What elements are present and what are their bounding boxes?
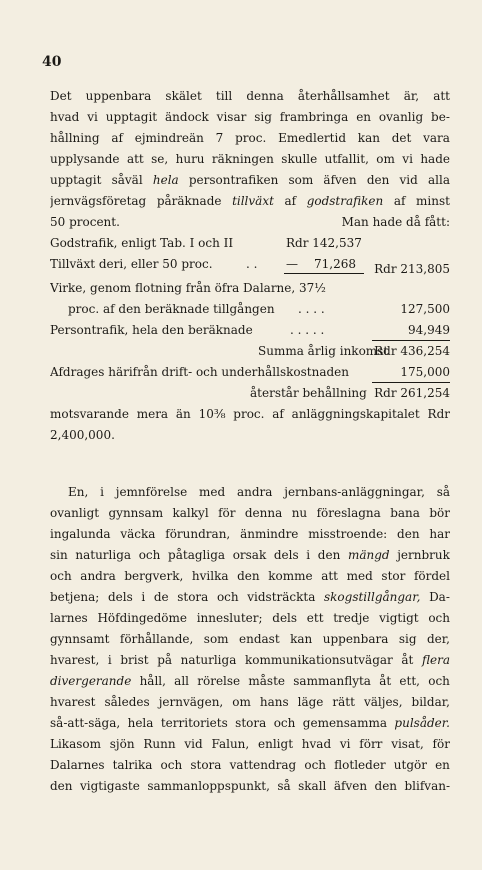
text-line: [50, 692, 450, 713]
word: jernvägen,: [158, 695, 224, 709]
word: fördel: [413, 569, 450, 583]
text-line: [50, 128, 450, 149]
word: 7: [215, 131, 224, 145]
word: kommunikationsutvägar: [244, 653, 393, 667]
word: Höfdingedöme: [97, 611, 187, 625]
text-line: [50, 191, 450, 212]
word: uppenbara: [322, 632, 389, 646]
word: hans: [259, 695, 289, 709]
word: att: [321, 569, 339, 583]
word: godstrafiken: [306, 194, 384, 208]
calc-row-afdrages: Afdrages härifrån drift- och underhållskostnaden 175,000: [50, 362, 450, 383]
word: blifvan-: [404, 779, 450, 793]
word: vid: [184, 737, 203, 751]
word: för: [218, 506, 236, 520]
word: vi: [402, 152, 413, 166]
word: och: [50, 569, 72, 583]
text-line: [50, 776, 450, 797]
word: läge: [297, 695, 324, 709]
text-line: [50, 713, 450, 734]
word: hvad: [301, 737, 332, 751]
word: naturliga: [75, 548, 132, 562]
text-line: [50, 107, 450, 128]
word: talrika: [112, 758, 153, 772]
text-line: [50, 524, 450, 545]
word: vi: [339, 737, 351, 751]
word: äfven: [323, 173, 357, 187]
word: sjön: [109, 737, 135, 751]
word: betjena;: [50, 590, 100, 604]
word: jernbruk: [397, 548, 450, 562]
word: denna: [244, 506, 283, 520]
word: Rdr: [427, 407, 450, 421]
word: territoriets: [160, 716, 228, 730]
word: den: [237, 569, 260, 583]
word: väljes,: [363, 695, 403, 709]
word: Emedlertid: [278, 131, 347, 145]
word: den: [366, 173, 390, 187]
word: Falun,: [211, 737, 250, 751]
word: stora: [235, 716, 267, 730]
word: jernvägsföretag: [50, 194, 147, 208]
word: sig: [398, 632, 417, 646]
word: den: [397, 527, 420, 541]
word: skälet: [165, 89, 202, 103]
text-line: [50, 650, 450, 671]
word: att: [126, 152, 144, 166]
word: änmindre: [240, 527, 299, 541]
word: ovanligt: [50, 506, 100, 520]
word: tillväxt: [232, 194, 274, 208]
word: En,: [68, 485, 89, 499]
text-line: [50, 212, 450, 233]
word: måste: [248, 674, 286, 688]
word: Dalarnes: [50, 758, 105, 772]
word: larnes: [50, 611, 88, 625]
word: och: [138, 548, 161, 562]
word: proc.: [233, 407, 265, 421]
word: så: [436, 485, 450, 499]
word: i: [100, 485, 104, 499]
word: hela: [152, 173, 179, 187]
word: naturliga: [180, 653, 237, 667]
word: visar: [216, 110, 247, 124]
word: gynnsamt: [50, 632, 110, 646]
word: med: [199, 485, 226, 499]
word: orsak: [232, 548, 267, 562]
text-line: [50, 671, 450, 692]
text-line: [50, 149, 450, 170]
word: i: [141, 590, 146, 604]
word: proc.: [235, 131, 267, 145]
word: bildar,: [411, 695, 450, 709]
word: bör: [429, 506, 450, 520]
word: vattendrag: [229, 758, 297, 772]
word: sig: [254, 110, 272, 124]
word: ett,: [399, 674, 420, 688]
calc-row-godstrafik: Godstrafik, enligt Tab. I och II Rdr 142,537: [50, 236, 362, 250]
word: har: [429, 527, 450, 541]
word: förundran,: [165, 527, 231, 541]
word: af: [272, 407, 284, 421]
word: påtagliga: [168, 548, 226, 562]
word: Likasom: [50, 737, 101, 751]
word: rätt: [332, 695, 355, 709]
word: Da-: [429, 590, 450, 604]
word: såväl: [111, 173, 143, 187]
word: frambringa: [279, 110, 349, 124]
word: åt: [379, 674, 392, 688]
word: de: [153, 590, 169, 604]
word: stor: [381, 569, 406, 583]
word: enligt: [258, 737, 294, 751]
word: om: [376, 152, 395, 166]
word: sammanloppspunkt,: [147, 779, 270, 793]
word: hållning: [50, 131, 100, 145]
word: på: [157, 653, 173, 667]
text-line: [50, 566, 450, 587]
word: så-att-säga,: [50, 716, 121, 730]
paragraph-intro: [50, 86, 450, 233]
word: innesluter;: [196, 611, 263, 625]
word: huru: [175, 152, 205, 166]
subtotal-rule: [284, 273, 364, 274]
word: för: [432, 737, 450, 751]
word: sin: [50, 548, 68, 562]
word: räkningen: [211, 152, 274, 166]
word: är,: [403, 89, 420, 103]
word: rörelse: [197, 674, 241, 688]
word: persontrafiken: [188, 173, 279, 187]
word: om: [232, 695, 251, 709]
word: kan: [290, 632, 313, 646]
calc-row-tillvaxt: Tillväxt deri, eller 50 proc. . . — 71,268 Rdr 213,805: [50, 257, 450, 276]
text-line: [50, 503, 450, 524]
word: visat,: [391, 737, 424, 751]
word: mängd: [347, 548, 390, 562]
word: endast: [239, 632, 280, 646]
word: ett: [306, 611, 324, 625]
word: och: [216, 590, 239, 604]
word: ejmindreän: [134, 131, 204, 145]
word: utgör: [393, 758, 427, 772]
word: mera: [136, 407, 169, 421]
word: flera: [421, 653, 450, 667]
word: ingalunda: [50, 527, 111, 541]
word: i: [107, 653, 112, 667]
text-line: [50, 545, 450, 566]
word: en: [356, 110, 372, 124]
word: vi: [87, 110, 98, 124]
word: förhållande,: [119, 632, 194, 646]
word: hela: [127, 716, 154, 730]
word: vigtigaste: [79, 779, 140, 793]
word: tredje: [333, 611, 370, 625]
word: utfallit,: [324, 152, 369, 166]
word: som: [288, 173, 314, 187]
word: den: [50, 779, 73, 793]
word: pulsåder.: [394, 716, 450, 730]
word: nu: [291, 506, 308, 520]
word: brist: [120, 653, 149, 667]
word: Det: [50, 89, 72, 103]
word: så: [277, 779, 291, 793]
word: stora: [190, 758, 222, 772]
word: den: [317, 548, 341, 562]
word: Man hade då fått:: [341, 215, 450, 229]
word: divergerande: [50, 674, 132, 688]
word: hvarest: [50, 695, 96, 709]
word: af: [284, 194, 297, 208]
word: och: [428, 611, 450, 625]
text-line: [50, 86, 450, 107]
calc-row-person: Persontrafik, hela den beräknade . . . . . 94,949: [50, 320, 450, 341]
word: hvilka: [191, 569, 229, 583]
word: med: [346, 569, 373, 583]
word: skogstillgångar,: [323, 590, 421, 604]
word: än: [175, 407, 191, 421]
word: af: [393, 194, 406, 208]
word: kalkyl: [172, 506, 209, 520]
text-line: [50, 629, 450, 650]
word: gemensamma: [302, 716, 387, 730]
text-line: [50, 755, 450, 776]
word: andra: [236, 485, 273, 499]
word: att: [433, 89, 450, 103]
word: se,: [151, 152, 169, 166]
word: hvarest,: [50, 653, 100, 667]
text-line: [50, 608, 450, 629]
text-line: [50, 482, 450, 503]
word: all: [174, 674, 190, 688]
word: alla: [427, 173, 450, 187]
word: stora: [177, 590, 209, 604]
word: flotleder: [334, 758, 386, 772]
page-number: 40: [42, 54, 62, 70]
word: i: [306, 548, 311, 562]
word: en: [435, 758, 450, 772]
calc-row-virke: Virke, genom flotning från öfra Dalarne, 37½: [50, 281, 326, 295]
word: håll,: [139, 674, 166, 688]
word: vara: [423, 131, 450, 145]
word: minst: [416, 194, 450, 208]
word: föreslagna: [316, 506, 381, 520]
word: återhållsamhet: [297, 89, 390, 103]
word: bergverk,: [124, 569, 184, 583]
word: vid: [399, 173, 418, 187]
word: förr: [359, 737, 383, 751]
word: som: [203, 632, 229, 646]
word: till: [215, 89, 233, 103]
word: väcka: [120, 527, 156, 541]
word: äfven: [333, 779, 368, 793]
word: således: [104, 695, 150, 709]
calc-row-aterstar: återstår behållning Rdr 261,254: [250, 386, 450, 400]
word: jemnförelse: [115, 485, 188, 499]
word: hade: [420, 152, 450, 166]
word: upplysande: [50, 152, 120, 166]
word: ändock: [165, 110, 209, 124]
word: Runn: [143, 737, 176, 751]
word: bana: [390, 506, 420, 520]
word: vigtigt: [379, 611, 419, 625]
word: skall: [298, 779, 327, 793]
word: påräknade: [156, 194, 222, 208]
text-line: [50, 170, 450, 191]
word: den: [374, 779, 398, 793]
word: sammanflyta: [293, 674, 371, 688]
word: 10⅜: [198, 407, 226, 421]
word: komme: [268, 569, 313, 583]
word: 50 procent.: [50, 215, 120, 229]
word: och: [428, 674, 450, 688]
word: hvad: [50, 110, 80, 124]
revenue-calculation: [50, 233, 450, 446]
word: och: [160, 758, 183, 772]
word: motsvarande: [50, 407, 129, 421]
text-line: [50, 734, 450, 755]
word: anläggningskapitalet: [291, 407, 420, 421]
word: dels: [273, 548, 299, 562]
paragraph-argument: [50, 482, 450, 797]
word: dels: [107, 590, 133, 604]
word: be-: [431, 110, 450, 124]
text-line: [50, 587, 450, 608]
calc-row-summa: Summa årlig inkomst Rdr 436,254: [258, 344, 450, 358]
word: dels: [272, 611, 298, 625]
word: uppenbara: [85, 89, 152, 103]
word: denna: [246, 89, 284, 103]
word: der,: [426, 632, 450, 646]
word: det: [391, 131, 412, 145]
word: upptagit: [50, 173, 102, 187]
word: andra: [80, 569, 116, 583]
word: af: [111, 131, 123, 145]
calc-row-motsvarande: [50, 404, 450, 425]
word: misstroende:: [308, 527, 388, 541]
word: och: [273, 716, 296, 730]
word: jernbans-anläggningar,: [284, 485, 425, 499]
word: kan: [357, 131, 380, 145]
word: vidsträckta: [247, 590, 316, 604]
word: upptagit: [105, 110, 158, 124]
word: gynnsam: [108, 506, 164, 520]
word: åt: [401, 653, 414, 667]
word: och: [304, 758, 327, 772]
calc-row-kapital: 2,400,000.: [50, 428, 115, 442]
word: ovanlig: [378, 110, 424, 124]
word: skulle: [281, 152, 318, 166]
calc-row-virke-cont: proc. af den beräknade tillgången . . . . 127,500: [68, 302, 450, 316]
